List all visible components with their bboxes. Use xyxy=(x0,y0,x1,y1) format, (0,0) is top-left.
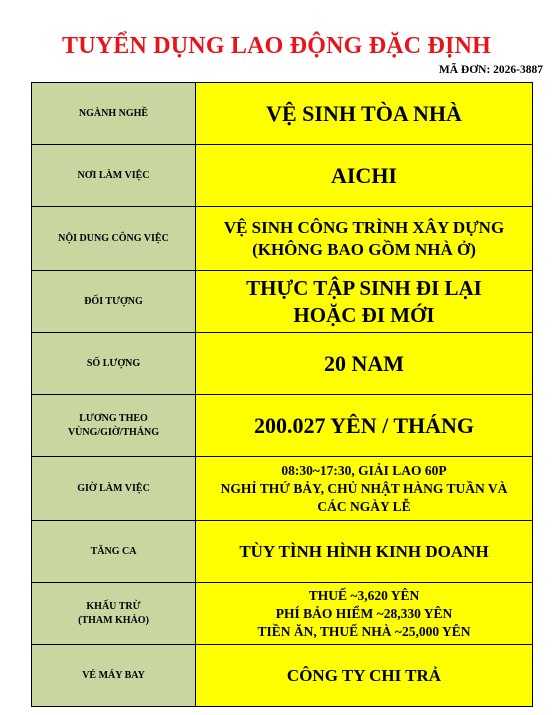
value-line: THUẾ ~3,620 YÊN xyxy=(308,587,420,603)
row-label: NGÀNH NGHỀ xyxy=(32,83,196,145)
row-label: VÉ MÁY BAY xyxy=(32,645,196,707)
table-row xyxy=(32,395,533,457)
row-label: TĂNG CA xyxy=(32,521,196,583)
value-line: 08:30~17:30, GIẢI LAO 60P xyxy=(281,462,447,478)
row-label: ĐỐI TƯỢNG xyxy=(32,271,196,333)
value-line: CÁC NGÀY LỄ xyxy=(317,498,411,514)
page-title: TUYỂN DỤNG LAO ĐỘNG ĐẶC ĐỊNH xyxy=(62,33,491,59)
table-row xyxy=(32,645,533,707)
row-label: NỘI DUNG CÔNG VIỆC xyxy=(32,207,196,271)
row-label xyxy=(32,395,196,457)
table-row xyxy=(32,521,533,583)
row-label: SỐ LƯỢNG xyxy=(32,333,196,395)
row-value: AICHI xyxy=(196,145,533,207)
row-value xyxy=(196,207,533,271)
label-line: VÙNG/GIỜ/THÁNG xyxy=(67,426,160,438)
value-line: PHÍ BẢO HIỂM ~28,330 YÊN xyxy=(275,605,453,621)
row-value: CÔNG TY CHI TRẢ xyxy=(196,645,533,707)
table-row xyxy=(32,583,533,645)
job-details-table xyxy=(31,82,533,707)
row-value: 200.027 YÊN / THÁNG xyxy=(196,395,533,457)
table-row xyxy=(32,83,533,145)
row-label: NƠI LÀM VIỆC xyxy=(32,145,196,207)
label-line: KHẤU TRỪ xyxy=(86,600,141,612)
label-line: LƯƠNG THEO xyxy=(79,412,148,424)
row-value xyxy=(196,271,533,333)
label-line: (THAM KHẢO) xyxy=(78,614,149,626)
value-line: TIỀN ĂN, THUẾ NHÀ ~25,000 YÊN xyxy=(257,623,471,639)
table-row xyxy=(32,457,533,521)
value-line: (KHÔNG BAO GỒM NHÀ Ở) xyxy=(252,239,476,259)
row-label xyxy=(32,583,196,645)
value-line: HOẶC ĐI MỚI xyxy=(293,302,435,327)
table-row xyxy=(32,333,533,395)
row-label: GIỜ LÀM VIỆC xyxy=(32,457,196,521)
table-row xyxy=(32,271,533,333)
value-line: VỆ SINH CÔNG TRÌNH XÂY DỰNG xyxy=(223,217,505,237)
row-value: VỆ SINH TÒA NHÀ xyxy=(196,83,533,145)
row-value: 20 NAM xyxy=(196,333,533,395)
row-value xyxy=(196,457,533,521)
row-value: TÙY TÌNH HÌNH KINH DOANH xyxy=(196,521,533,583)
value-line: NGHỈ THỨ BẢY, CHỦ NHẬT HÀNG TUẦN VÀ xyxy=(220,480,508,496)
table-row xyxy=(32,207,533,271)
table-row xyxy=(32,145,533,207)
row-value xyxy=(196,583,533,645)
value-line: THỰC TẬP SINH ĐI LẠI xyxy=(246,275,482,300)
order-code: MÃ ĐƠN: 2026-3887 xyxy=(438,64,543,76)
